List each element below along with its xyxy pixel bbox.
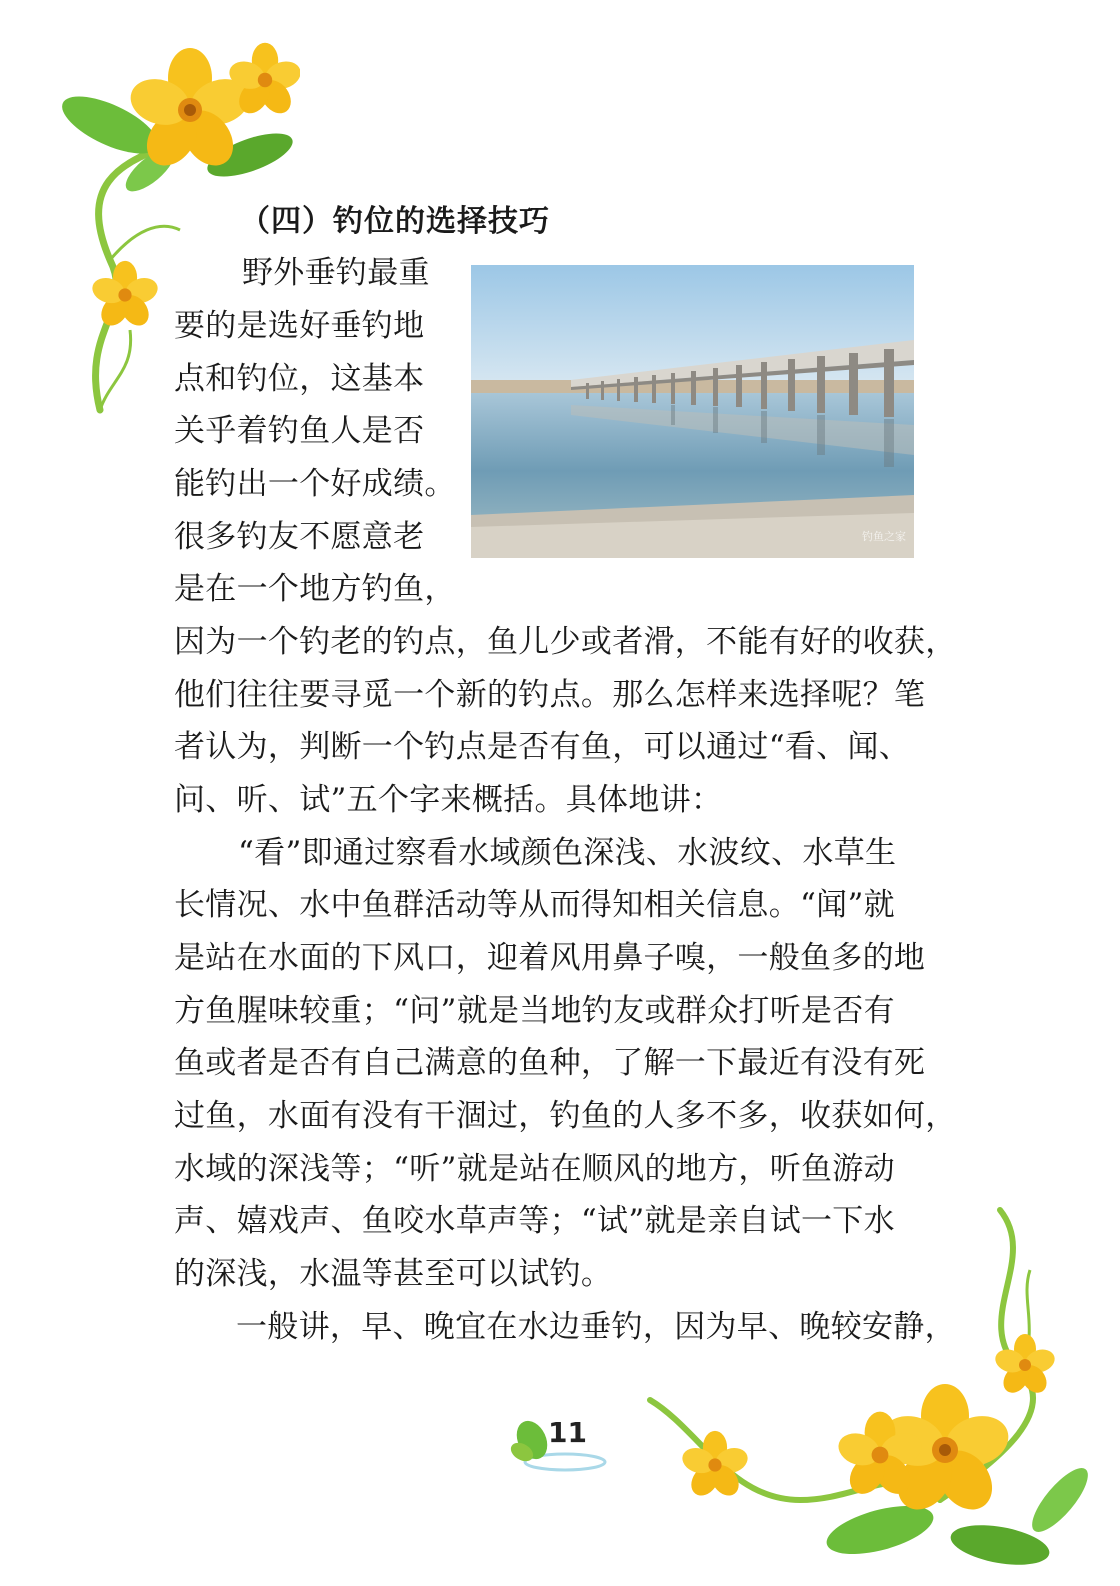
body-text-line: 野外垂钓最重 [242,255,430,291]
body-text-line: 问、听、试”五个字来概括。具体地讲： [174,782,723,818]
body-text-line: 因为一个钓老的钓点，鱼儿少或者滑，不能有好的收获， [174,624,957,660]
body-text-line: 声、嬉戏声、鱼咬水草声等；“试”就是亲自试一下水 [174,1203,895,1239]
body-text-line: 过鱼，水面有没有干涸过，钓鱼的人多不多，收获如何， [174,1098,957,1134]
body-text-line: 方鱼腥味较重；“问”就是当地钓友或群众打听是否有 [174,993,895,1029]
body-text-line: “看”即通过察看水域颜色深浅、水波纹、水草生 [238,835,897,871]
body-text-line: 是站在水面的下风口，迎着风用鼻子嗅，一般鱼多的地 [174,940,926,976]
flower-decoration-bottom-right [640,1200,1110,1580]
body-text-line: 能钓出一个好成绩。 [174,466,456,502]
body-text-line: 的深浅，水温等甚至可以试钓。 [174,1256,613,1292]
body-text-line: 者认为，判断一个钓点是否有鱼，可以通过“看、闻、 [174,729,911,765]
photo-watermark: 钓鱼之家 [862,530,906,543]
body-text-line: 关乎着钓鱼人是否 [174,413,425,449]
body-text-line: 水域的深浅等；“听”就是站在顺风的地方，听鱼游动 [174,1151,895,1187]
body-text-line: 点和钓位，这基本 [174,361,425,397]
body-text-line: 是在一个地方钓鱼， [174,571,456,607]
body-text-line: 鱼或者是否有自己满意的鱼种，了解一下最近有没有死 [174,1045,926,1081]
body-text-line: 长情况、水中鱼群活动等从而得知相关信息。“闻”就 [174,887,895,923]
section-heading: （四）钓位的选择技巧 [240,204,550,239]
body-text-line: 很多钓友不愿意老 [174,519,425,555]
body-text-line: 他们往往要寻觅一个新的钓点。那么怎样来选择呢？笔 [174,677,926,713]
body-text-line: 要的是选好垂钓地 [174,308,425,344]
body-text-line: 一般讲，早、晚宜在水边垂钓，因为早、晚较安静， [236,1309,956,1345]
page-number: 11 [548,1416,587,1449]
bridge-lake-photo [471,265,914,558]
